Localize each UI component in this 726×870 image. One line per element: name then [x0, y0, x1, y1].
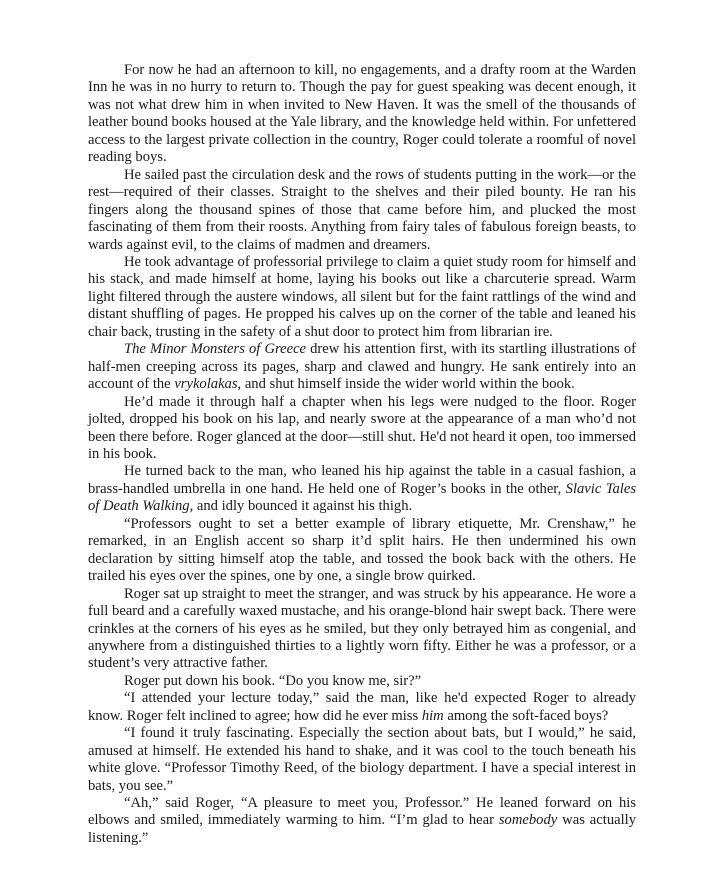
text-run: “I attended your lecture today,” said the man, like he'd expected Roger to already know. Roger felt inclined to agree; how did he ever miss	[88, 690, 636, 724]
text-run: Roger put down his book. “Do you know me, sir?”	[124, 672, 422, 689]
text-run: drew his attention first, with its startling illustrations of half-men creeping across its pages, sharp and clawed and hungry. He sank entirely into an account of the	[88, 341, 636, 393]
paragraph	[88, 62, 636, 167]
paragraph	[88, 725, 636, 795]
text-run: , and idly bounced it against his thigh.	[189, 498, 413, 515]
paragraph	[88, 341, 636, 393]
italic-text: somebody	[498, 812, 558, 829]
italic-text: vrykolakas	[174, 376, 238, 393]
paragraph	[88, 516, 636, 586]
text-run: He took advantage of professorial privilege to claim a quiet study room for himself and his stack, and made himself at home, laying his books out like a charcuterie spread. Warm light filtered through the austere windows, all silent but for the faint rattlings of the wind and distant shuffling of pages. He propped his calves up on the corner of the table and leaned his chair back, trusting in the safety of a shut door to protect him from librarian ire.	[88, 253, 636, 340]
text-run: For now he had an afternoon to kill, no engagements, and a drafty room at the Warden Inn he was in no hurry to return to. Though the pay for guest speaking was decent enough, it was not what drew him in when invited to New Haven. It was the smell of the thousands of leather bound books housed at the Yale library, and the knowledge held within. For unfettered access to the largest private collection in the country, Roger could tolerate a roomful of novel reading boys.	[88, 62, 636, 166]
italic-text: Slavic Tales of Death Walking	[88, 480, 637, 515]
paragraph	[88, 254, 636, 341]
text-run: Roger sat up straight to meet the stranger, and was struck by his appearance. He wore a full beard and a carefully waxed mustache, and his orange-blond hair swept back. There were crinkles at the corners of his eyes as he smiled, but they only betrayed him as congenial, and anywhere from a distinguished thirties to a lightly worn fifty. Either he was a professor, or a student’s very attractive father.	[88, 585, 636, 672]
text-run: He turned back to the man, who leaned his hip against the table in a casual fashion, a brass-handled umbrella in one hand. He held one of Roger’s books in the other,	[88, 463, 636, 497]
text-run: was actually listening.”	[88, 812, 636, 846]
paragraph	[88, 167, 636, 254]
text-run: He’d made it through half a chapter when his legs were nudged to the floor. Roger jolted, dropped his book on his lap, and nearly swore at the appearance of a man who’d not been there before. Roger glanced at the door—still shut. He'd not heard it open, too immersed in his book.	[88, 393, 636, 462]
paragraph	[88, 394, 636, 464]
paragraph	[88, 795, 636, 847]
text-run: “I found it truly fascinating. Especially the section about bats, but I would,” he said, amused at himself. He extended his hand to shake, and it was cool to the touch beneath his white glove. “Professor Timothy Reed, of the biology department. I have a special interest in bats, you see.”	[88, 725, 636, 794]
text-run: “Ah,” said Roger, “A pleasure to meet you, Professor.” He leaned forward on his elbows and smiled, immediately warming to him. “I’m glad to hear	[88, 795, 636, 829]
text-run: , and shut himself inside the wider world within the book.	[237, 376, 575, 393]
text-run: He sailed past the circulation desk and the rows of students putting in the work—or the rest—required of their classes. Straight to the shelves and their piled bounty. He ran his fingers along the thousand spines of those that came before him, and plucked the most fascinating of them from their roosts. Anything from fairy tales of fabulous foreign beasts, to wards against evil, to the claims of madmen and dreamers.	[88, 166, 636, 253]
document-page	[88, 62, 636, 847]
text-run: among the soft-faced boys?	[443, 707, 609, 724]
paragraph	[88, 463, 636, 515]
paragraph	[88, 690, 636, 725]
italic-text: The Minor Monsters of Greece	[124, 341, 307, 358]
paragraph	[88, 673, 636, 690]
text-run: “Professors ought to set a better example of library etiquette, Mr. Crenshaw,” he remarked, in an English accent so sharp it’d split hairs. He then undermined his own declaration by sitting himself atop the table, and tossed the book back with the others. He trailed his eyes over the spines, one by one, a single brow quirked.	[88, 515, 636, 585]
paragraph	[88, 586, 636, 673]
italic-text: him	[421, 707, 444, 724]
